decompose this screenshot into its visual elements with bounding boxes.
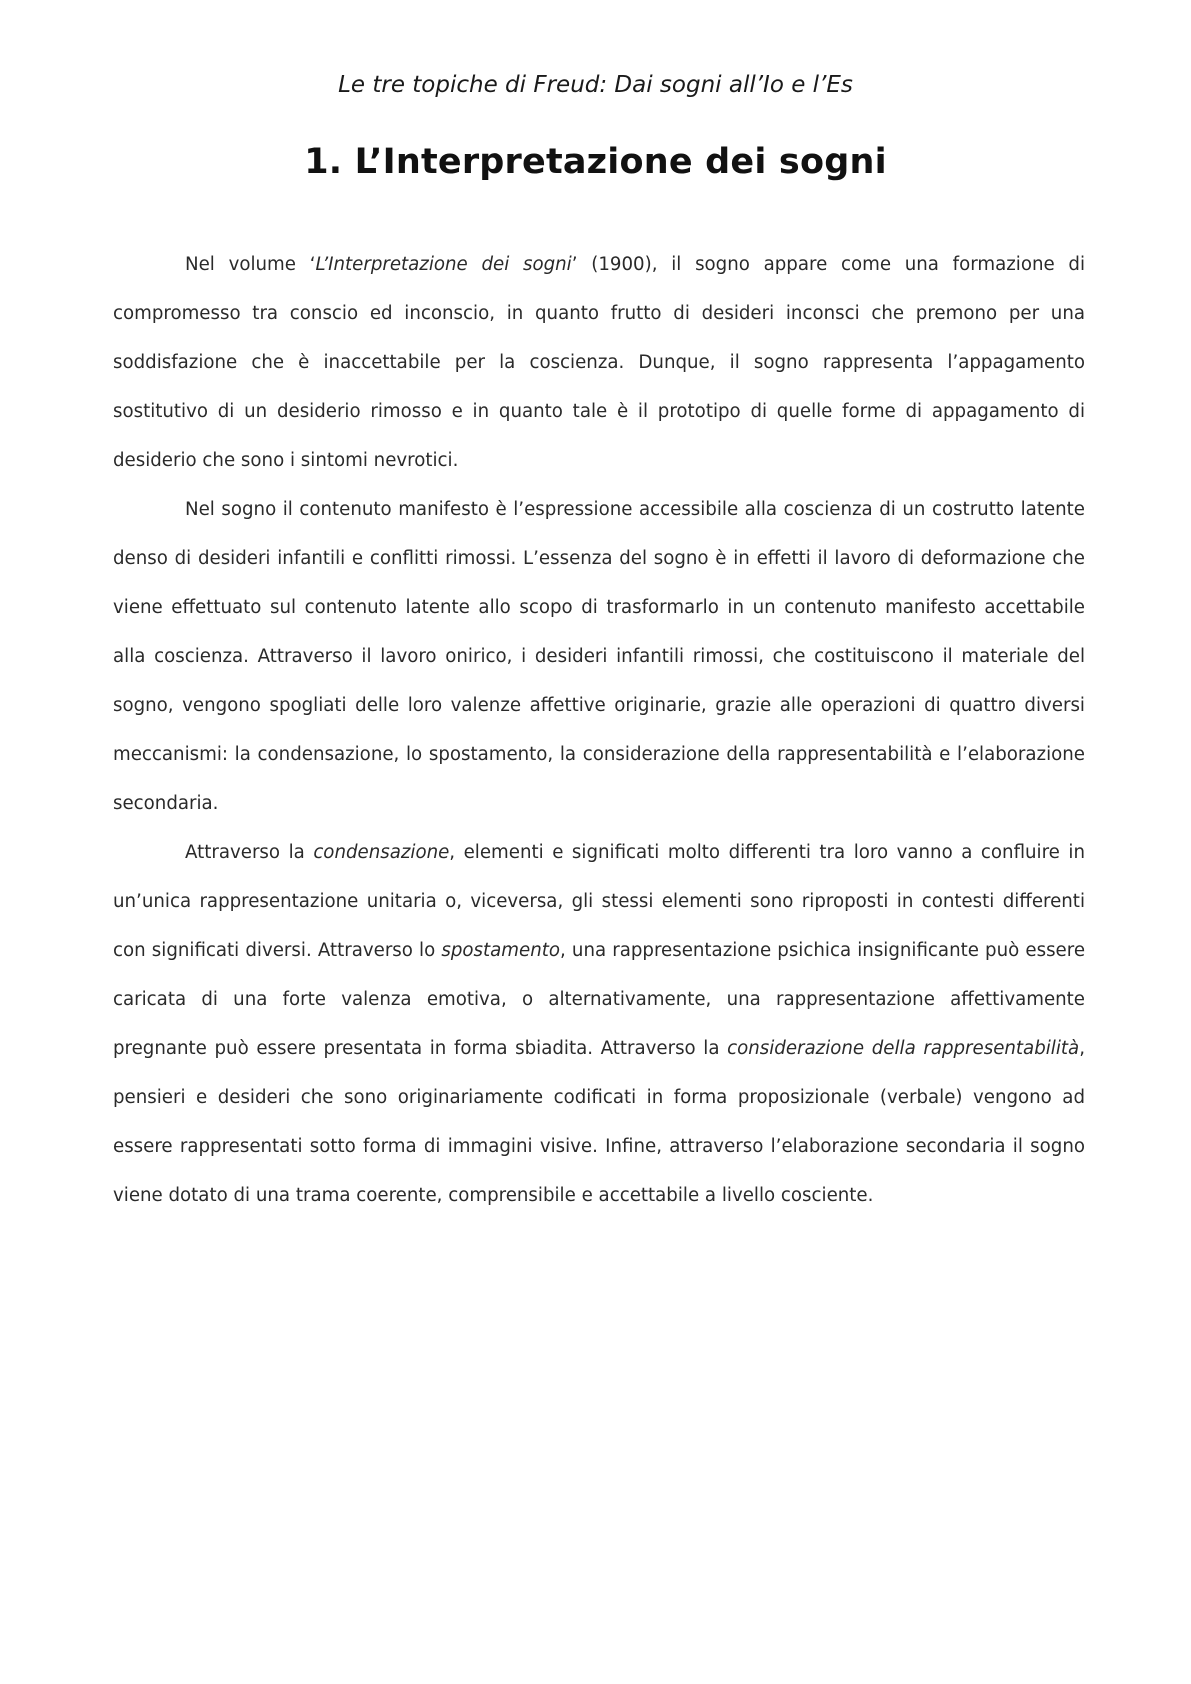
chapter-title: 1. L’Interpretazione dei sogni [304, 142, 887, 182]
paragraph-1-text-c: ’ (1900), il sogno appare come una formazione di compromesso tra conscio ed inconscio, in quanto frutto di desideri inconsci che premono per una soddisfazione che è inaccettabile per la coscienza. Dunque, il sogno rappresenta l’appagamento sostitutivo di un desiderio rimosso e in quanto tale è il prototipo di quelle forme di appagamento di desiderio che sono i sintomi nevrotici. [113, 254, 1086, 471]
paragraph-3-text-a: Attraverso la [185, 842, 314, 863]
paragraph-3-text-e: , una rappresentazione psichica insignificante può essere caricata di una forte valenza emotiva, o alternativamente, una rappresentazione affettivamente pregnante può essere presentata in forma sbiadita. Attraverso la [113, 940, 1086, 1059]
paragraph-1-text-a: Nel volume ‘ [185, 254, 316, 275]
paragraph-2-text: Nel sogno il contenuto manifesto è l’espressione accessibile alla coscienza di un costrutto latente denso di desideri infantili e conflitti rimossi. L’essenza del sogno è in effetti il lavoro di deformazione che viene effettuato sul contenuto latente allo scopo di trasformarlo in un contenuto manifesto accettabile alla coscienza. Attraverso il lavoro onirico, i desideri infantili rimossi, che costituiscono il materiale del sogno, vengono spogliati delle loro valenze affettive originarie, grazie alle operazioni di quattro diversi meccanismi: la condensazione, lo spostamento, la considerazione della rappresentabilità e l’elaborazione secondaria. [113, 499, 1085, 814]
paragraph-3-text-c: , elementi e significati molto differenti tra loro vanno a confluire in un’unica rappresentazione unitaria o, viceversa, gli stessi elementi sono riproposti in contesti differenti con significati diversi. Attraverso lo [113, 842, 1085, 961]
body-text [113, 240, 1085, 1220]
term-condensazione: condensazione [313, 842, 450, 863]
paragraph-2 [113, 485, 1085, 828]
term-spostamento: spostamento [441, 940, 560, 961]
running-head: Le tre topiche di Freud: Dai sogni all’Io e l’Es [338, 72, 853, 98]
book-title-italic: L’Interpretazione dei sogni [315, 254, 572, 275]
paragraph-3-text-g: , pensieri e desideri che sono originariamente codificati in forma proposizionale (verbale) vengono ad essere rappresentati sotto forma di immagini visive. Infine, attraverso l’elaborazione secondaria il sogno viene dotato di una trama coerente, comprensibile e accettabile a livello cosciente. [113, 1038, 1085, 1206]
paragraph-3 [113, 828, 1085, 1220]
paragraph-1 [113, 240, 1085, 485]
term-considerazione-rappresentabilita: considerazione della rappresentabilità [727, 1038, 1080, 1059]
